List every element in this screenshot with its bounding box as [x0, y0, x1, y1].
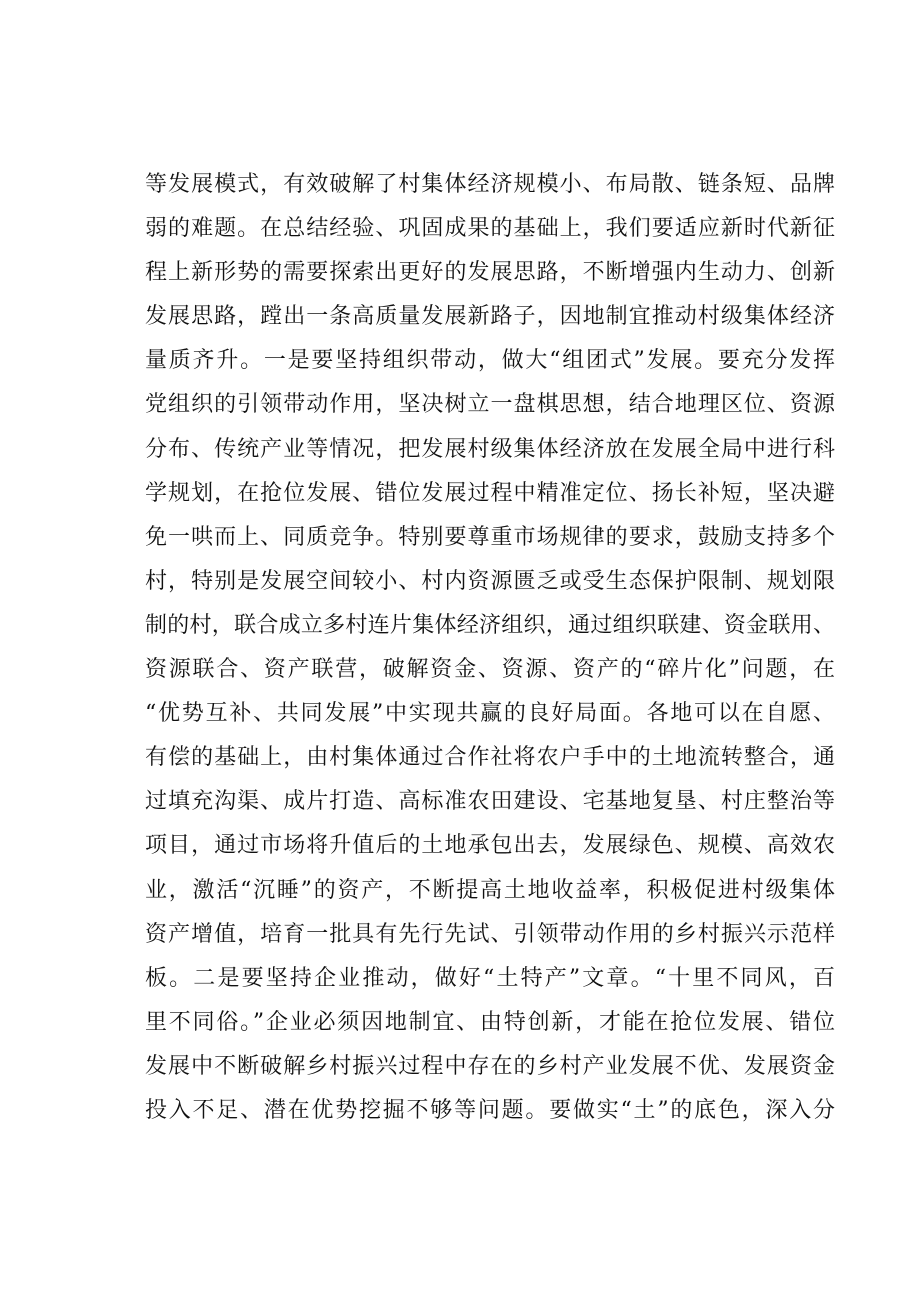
text-line: 有偿的基础上，由村集体通过合作社将农户手中的土地流转整合，通 [145, 745, 835, 771]
text-line: 免一哄而上、同质竞争。特别要尊重市场规律的要求，鼓励支持多个 [145, 524, 835, 550]
text-line: 板。二是要坚持企业推动，做好“土特产”文章。“十里不同风，百 [145, 965, 835, 991]
text-line: 发展中不断破解乡村振兴过程中存在的乡村产业发展不优、发展资金 [145, 1053, 835, 1079]
text-line: 程上新形势的需要探索出更好的发展思路，不断增强内生动力、创新 [145, 260, 835, 286]
text-line: 等发展模式，有效破解了村集体经济规模小、布局散、链条短、品牌 [145, 172, 835, 197]
body-text [145, 163, 835, 1133]
text-line: 制的村，联合成立多村连片集体经济组织，通过组织联建、资金联用、 [145, 612, 835, 638]
text-line: 投入不足、潜在优势挖掘不够等问题。要做实“土”的底色，深入分 [145, 1097, 835, 1123]
text-line: “优势互补、共同发展”中实现共赢的良好局面。各地可以在自愿、 [145, 701, 835, 727]
text-line: 业，激活“沉睡”的资产，不断提高土地收益率，积极促进村级集体 [145, 877, 835, 903]
text-line: 发展思路，蹚出一条高质量发展新路子，因地制宜推动村级集体经济 [145, 304, 835, 330]
text-line: 学规划，在抢位发展、错位发展过程中精准定位、扬长补短，坚决避 [145, 480, 835, 506]
text-line: 分布、传统产业等情况，把发展村级集体经济放在发展全局中进行科 [145, 436, 835, 462]
text-line: 过填充沟渠、成片打造、高标准农田建设、宅基地复垦、村庄整治等 [145, 789, 835, 815]
text-line: 弱的难题。在总结经验、巩固成果的基础上，我们要适应新时代新征 [145, 216, 835, 242]
text-line: 里不同俗。”企业必须因地制宜、由特创新，才能在抢位发展、错位 [145, 1009, 835, 1035]
text-line: 项目，通过市场将升值后的土地承包出去，发展绿色、规模、高效农 [145, 833, 835, 859]
text-line: 资源联合、资产联营，破解资金、资源、资产的“碎片化”问题，在 [145, 657, 835, 683]
text-line: 资产增值，培育一批具有先行先试、引领带动作用的乡村振兴示范样 [145, 921, 835, 947]
text-line: 量质齐升。一是要坚持组织带动，做大“组团式”发展。要充分发挥 [145, 348, 835, 374]
text-line: 村，特别是发展空间较小、村内资源匮乏或受生态保护限制、规划限 [145, 568, 835, 594]
text-line: 党组织的引领带动作用，坚决树立一盘棋思想，结合地理区位、资源 [145, 392, 835, 418]
